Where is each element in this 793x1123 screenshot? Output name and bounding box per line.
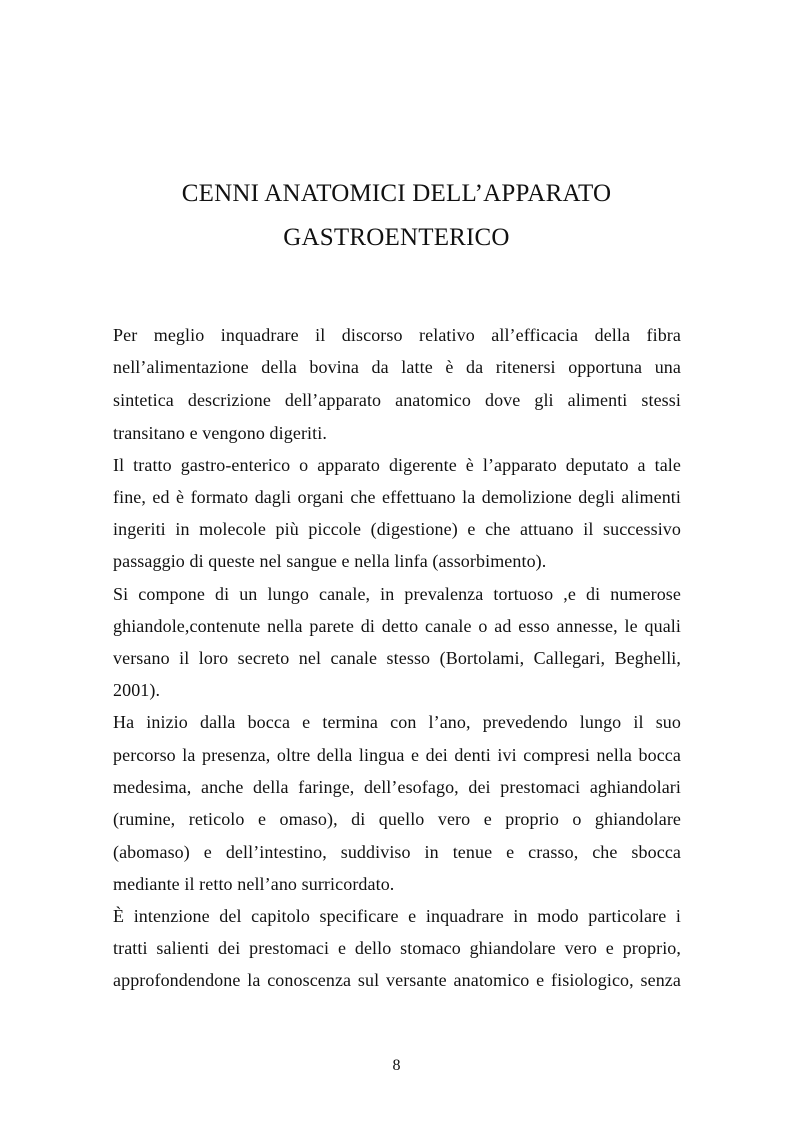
text-line: nell’alimentazione della bovina da latte è da ritenersi opportuna una [113, 357, 681, 377]
text-line: È intenzione del capitolo specificare e inquadrare in modo particolare i [113, 906, 681, 926]
text-line: fine, ed è formato dagli organi che effettuano la demolizione degli alimenti [113, 487, 681, 507]
text-line: passaggio di queste nel sangue e nella linfa (assorbimento). [113, 551, 547, 571]
text-line: Si compone di un lungo canale, in prevalenza tortuoso ,e di numerose [113, 584, 681, 604]
text-line: Ha inizio dalla bocca e termina con l’ano, prevedendo lungo il suo [113, 712, 681, 732]
text-line: versano il loro secreto nel canale stesso (Bortolami, Callegari, Beghelli, [113, 648, 681, 668]
text-line: Il tratto gastro-enterico o apparato digerente è l’apparato deputato a tale [113, 455, 681, 475]
text-line: medesima, anche della faringe, dell’esofago, dei prestomaci aghiandolari [113, 777, 681, 797]
text-line: transitano e vengono digeriti. [113, 423, 327, 443]
chapter-title-line-2: GASTROENTERICO [283, 224, 510, 251]
text-line: 2001). [113, 680, 161, 700]
text-line: ghiandole,contenute nella parete di detto canale o ad esso annesse, le quali [113, 616, 681, 636]
text-line: tratti salienti dei prestomaci e dello stomaco ghiandolare vero e proprio, [113, 938, 681, 958]
text-line: Per meglio inquadrare il discorso relativo all’efficacia della fibra [113, 325, 681, 345]
text-line: mediante il retto nell’ano surricordato. [113, 874, 395, 894]
text-line: (rumine, reticolo e omaso), di quello vero e proprio o ghiandolare [113, 809, 681, 829]
text-line: percorso la presenza, oltre della lingua e dei denti ivi compresi nella bocca [113, 745, 681, 765]
text-line: sintetica descrizione dell’apparato anatomico dove gli alimenti stessi [113, 390, 681, 410]
text-line: approfondendone la conoscenza sul versante anatomico e fisiologico, senza [113, 970, 681, 990]
page-number: 8 [392, 1057, 401, 1074]
text-line: ingeriti in molecole più piccole (digestione) e che attuano il successivo [113, 519, 681, 539]
text-line: (abomaso) e dell’intestino, suddiviso in tenue e crasso, che sbocca [113, 842, 681, 862]
chapter-title-line-1: CENNI ANATOMICI DELL’APPARATO [181, 180, 612, 207]
